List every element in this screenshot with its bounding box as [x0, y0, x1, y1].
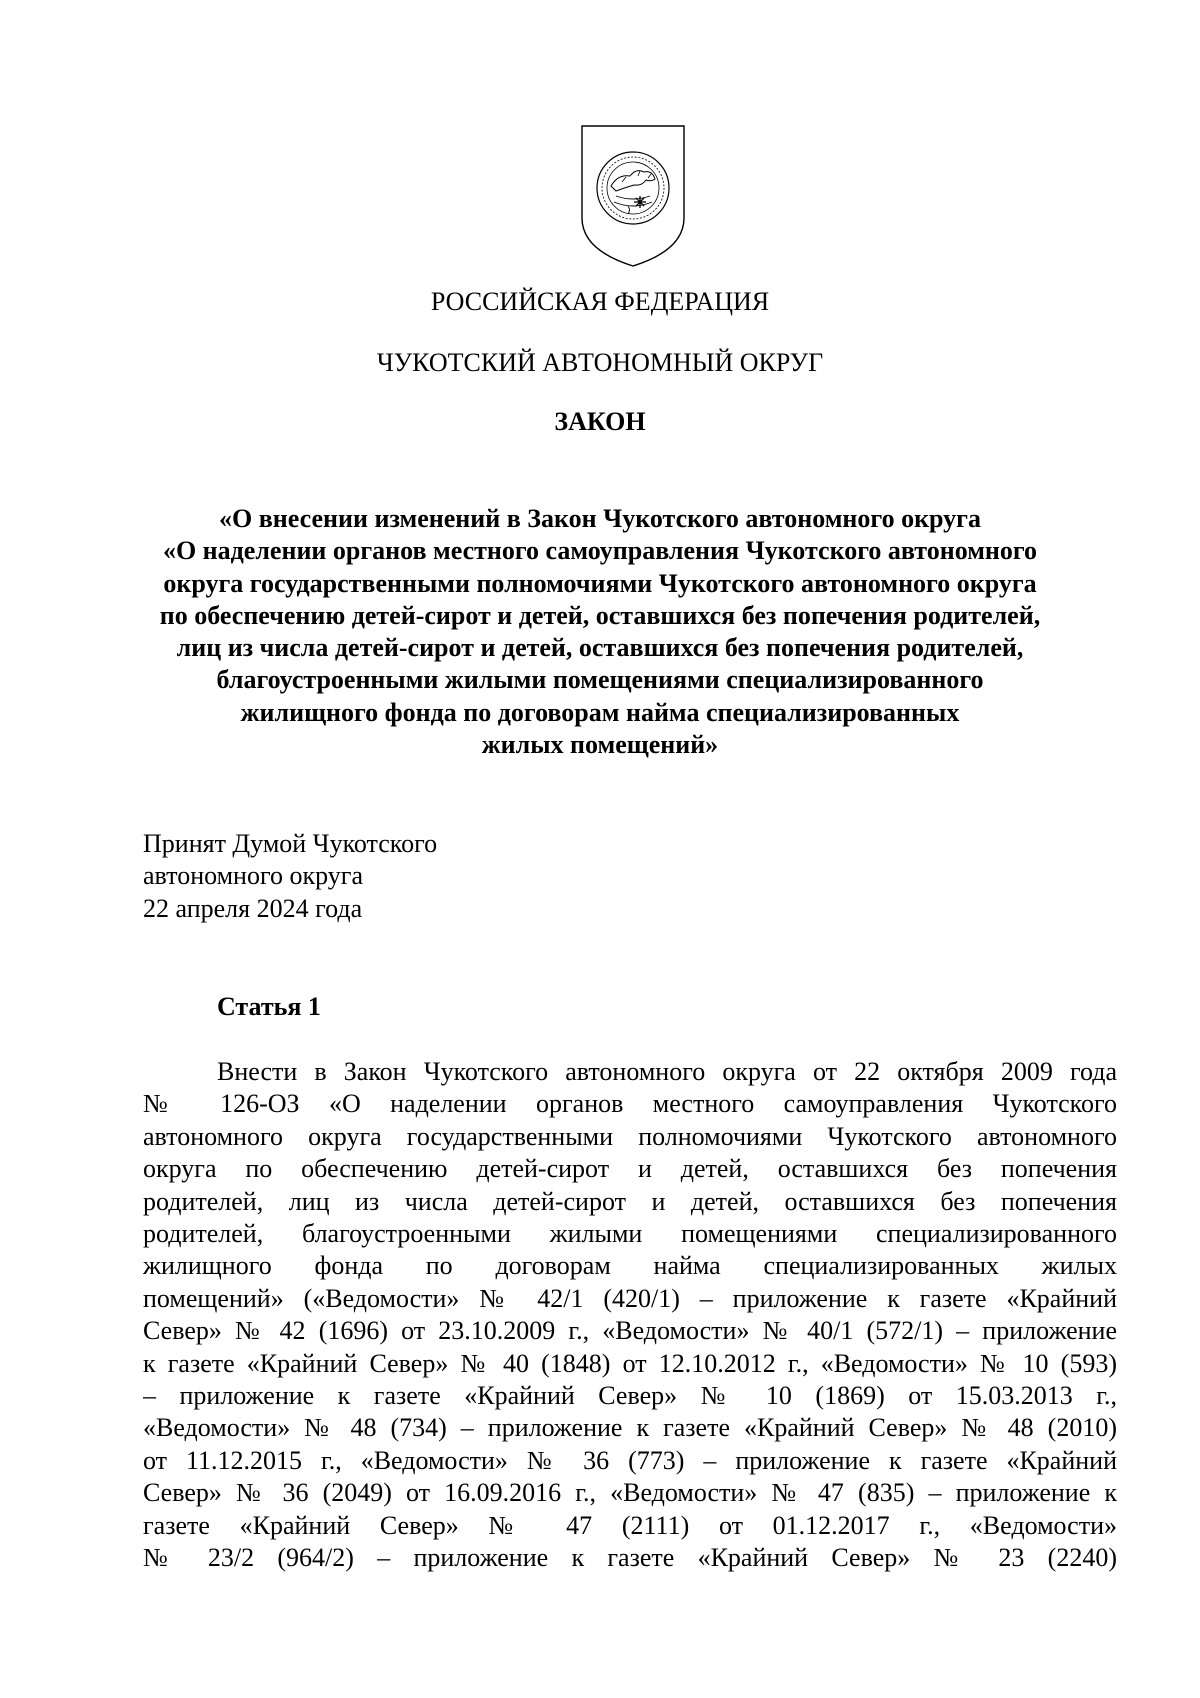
article-text-line: газете «Крайний Север» № 47 (2111) от 01.12.2017 г., «Ведомости» — [143, 1510, 1117, 1540]
article-text-line: «Ведомости» № 48 (734) – приложение к газете «Крайний Север» № 48 (2010) — [143, 1413, 1117, 1443]
article-text-line: от 11.12.2015 г., «Ведомости» № 36 (773) – приложение к газете «Крайний — [143, 1445, 1117, 1475]
document-type-heading: ЗАКОН — [554, 407, 646, 436]
article-text-line: автономного округа государственными полномочиями Чукотского автономного — [143, 1121, 1117, 1151]
law-title-line: округа государственными полномочиями Чукотского автономного округа — [163, 568, 1037, 598]
article-text-line: родителей, лиц из числа детей-сирот и детей, оставшихся без попечения — [143, 1186, 1117, 1216]
law-title-line: жилищного фонда по договорам найма специализированных — [240, 697, 960, 727]
article-text-line: помещений» («Ведомости» № 42/1 (420/1) – приложение к газете «Крайний — [143, 1283, 1117, 1313]
adoption-note-line: автономного округа — [143, 861, 363, 891]
coat-of-arms-icon — [578, 122, 688, 270]
article-text-line: – приложение к газете «Крайний Север» № 10 (1869) от 15.03.2013 г., — [143, 1381, 1117, 1411]
article-text-line: № 23/2 (964/2) – приложение к газете «Крайний Север» № 23 (2240) — [143, 1543, 1117, 1573]
article-text-line: Внести в Закон Чукотского автономного округа от 22 октября 2009 года — [217, 1057, 1117, 1086]
article-text-line: жилищного фонда по договорам найма специализированных жилых — [143, 1251, 1117, 1281]
law-title-line: «О наделении органов местного самоуправления Чукотского автономного — [162, 536, 1038, 566]
article-text-line: № 126-ОЗ «О наделении органов местного самоуправления Чукотского — [143, 1089, 1117, 1119]
law-title-line: лиц из числа детей-сирот и детей, оставшихся без попечения родителей, — [176, 633, 1024, 663]
region-heading: ЧУКОТСКИЙ АВТОНОМНЫЙ ОКРУГ — [376, 348, 824, 377]
adoption-note-line: 22 апреля 2024 года — [143, 893, 363, 923]
law-title — [100, 503, 1100, 761]
adoption-note-line: Принят Думой Чукотского — [143, 829, 438, 858]
article-text-line: Север» № 36 (2049) от 16.09.2016 г., «Ведомости» № 47 (835) – приложение к — [143, 1478, 1117, 1508]
adoption-note — [143, 828, 437, 925]
article-body — [143, 1056, 1117, 1575]
law-title-line: «О внесении изменений в Закон Чукотского автономного округа — [219, 504, 981, 533]
law-title-line: по обеспечению детей-сирот и детей, оставшихся без попечения родителей, — [159, 600, 1041, 630]
country-heading: РОССИЙСКАЯ ФЕДЕРАЦИЯ — [430, 287, 770, 316]
coat-of-arms-emblem — [578, 122, 688, 270]
article-text-line: округа по обеспечению детей-сирот и детей, оставшихся без попечения — [143, 1154, 1117, 1184]
law-title-line: благоустроенными жилыми помещениями специализированного — [216, 665, 984, 695]
article-text-line: родителей, благоустроенными жилыми помещениями специализированного — [143, 1219, 1117, 1249]
article-text-line: к газете «Крайний Север» № 40 (1848) от 12.10.2012 г., «Ведомости» № 10 (593) — [143, 1348, 1117, 1378]
article-heading: Статья 1 — [217, 992, 321, 1021]
article-text-line: Север» № 42 (1696) от 23.10.2009 г., «Ведомости» № 40/1 (572/1) – приложение — [143, 1316, 1117, 1346]
law-title-line: жилых помещений» — [481, 730, 719, 760]
